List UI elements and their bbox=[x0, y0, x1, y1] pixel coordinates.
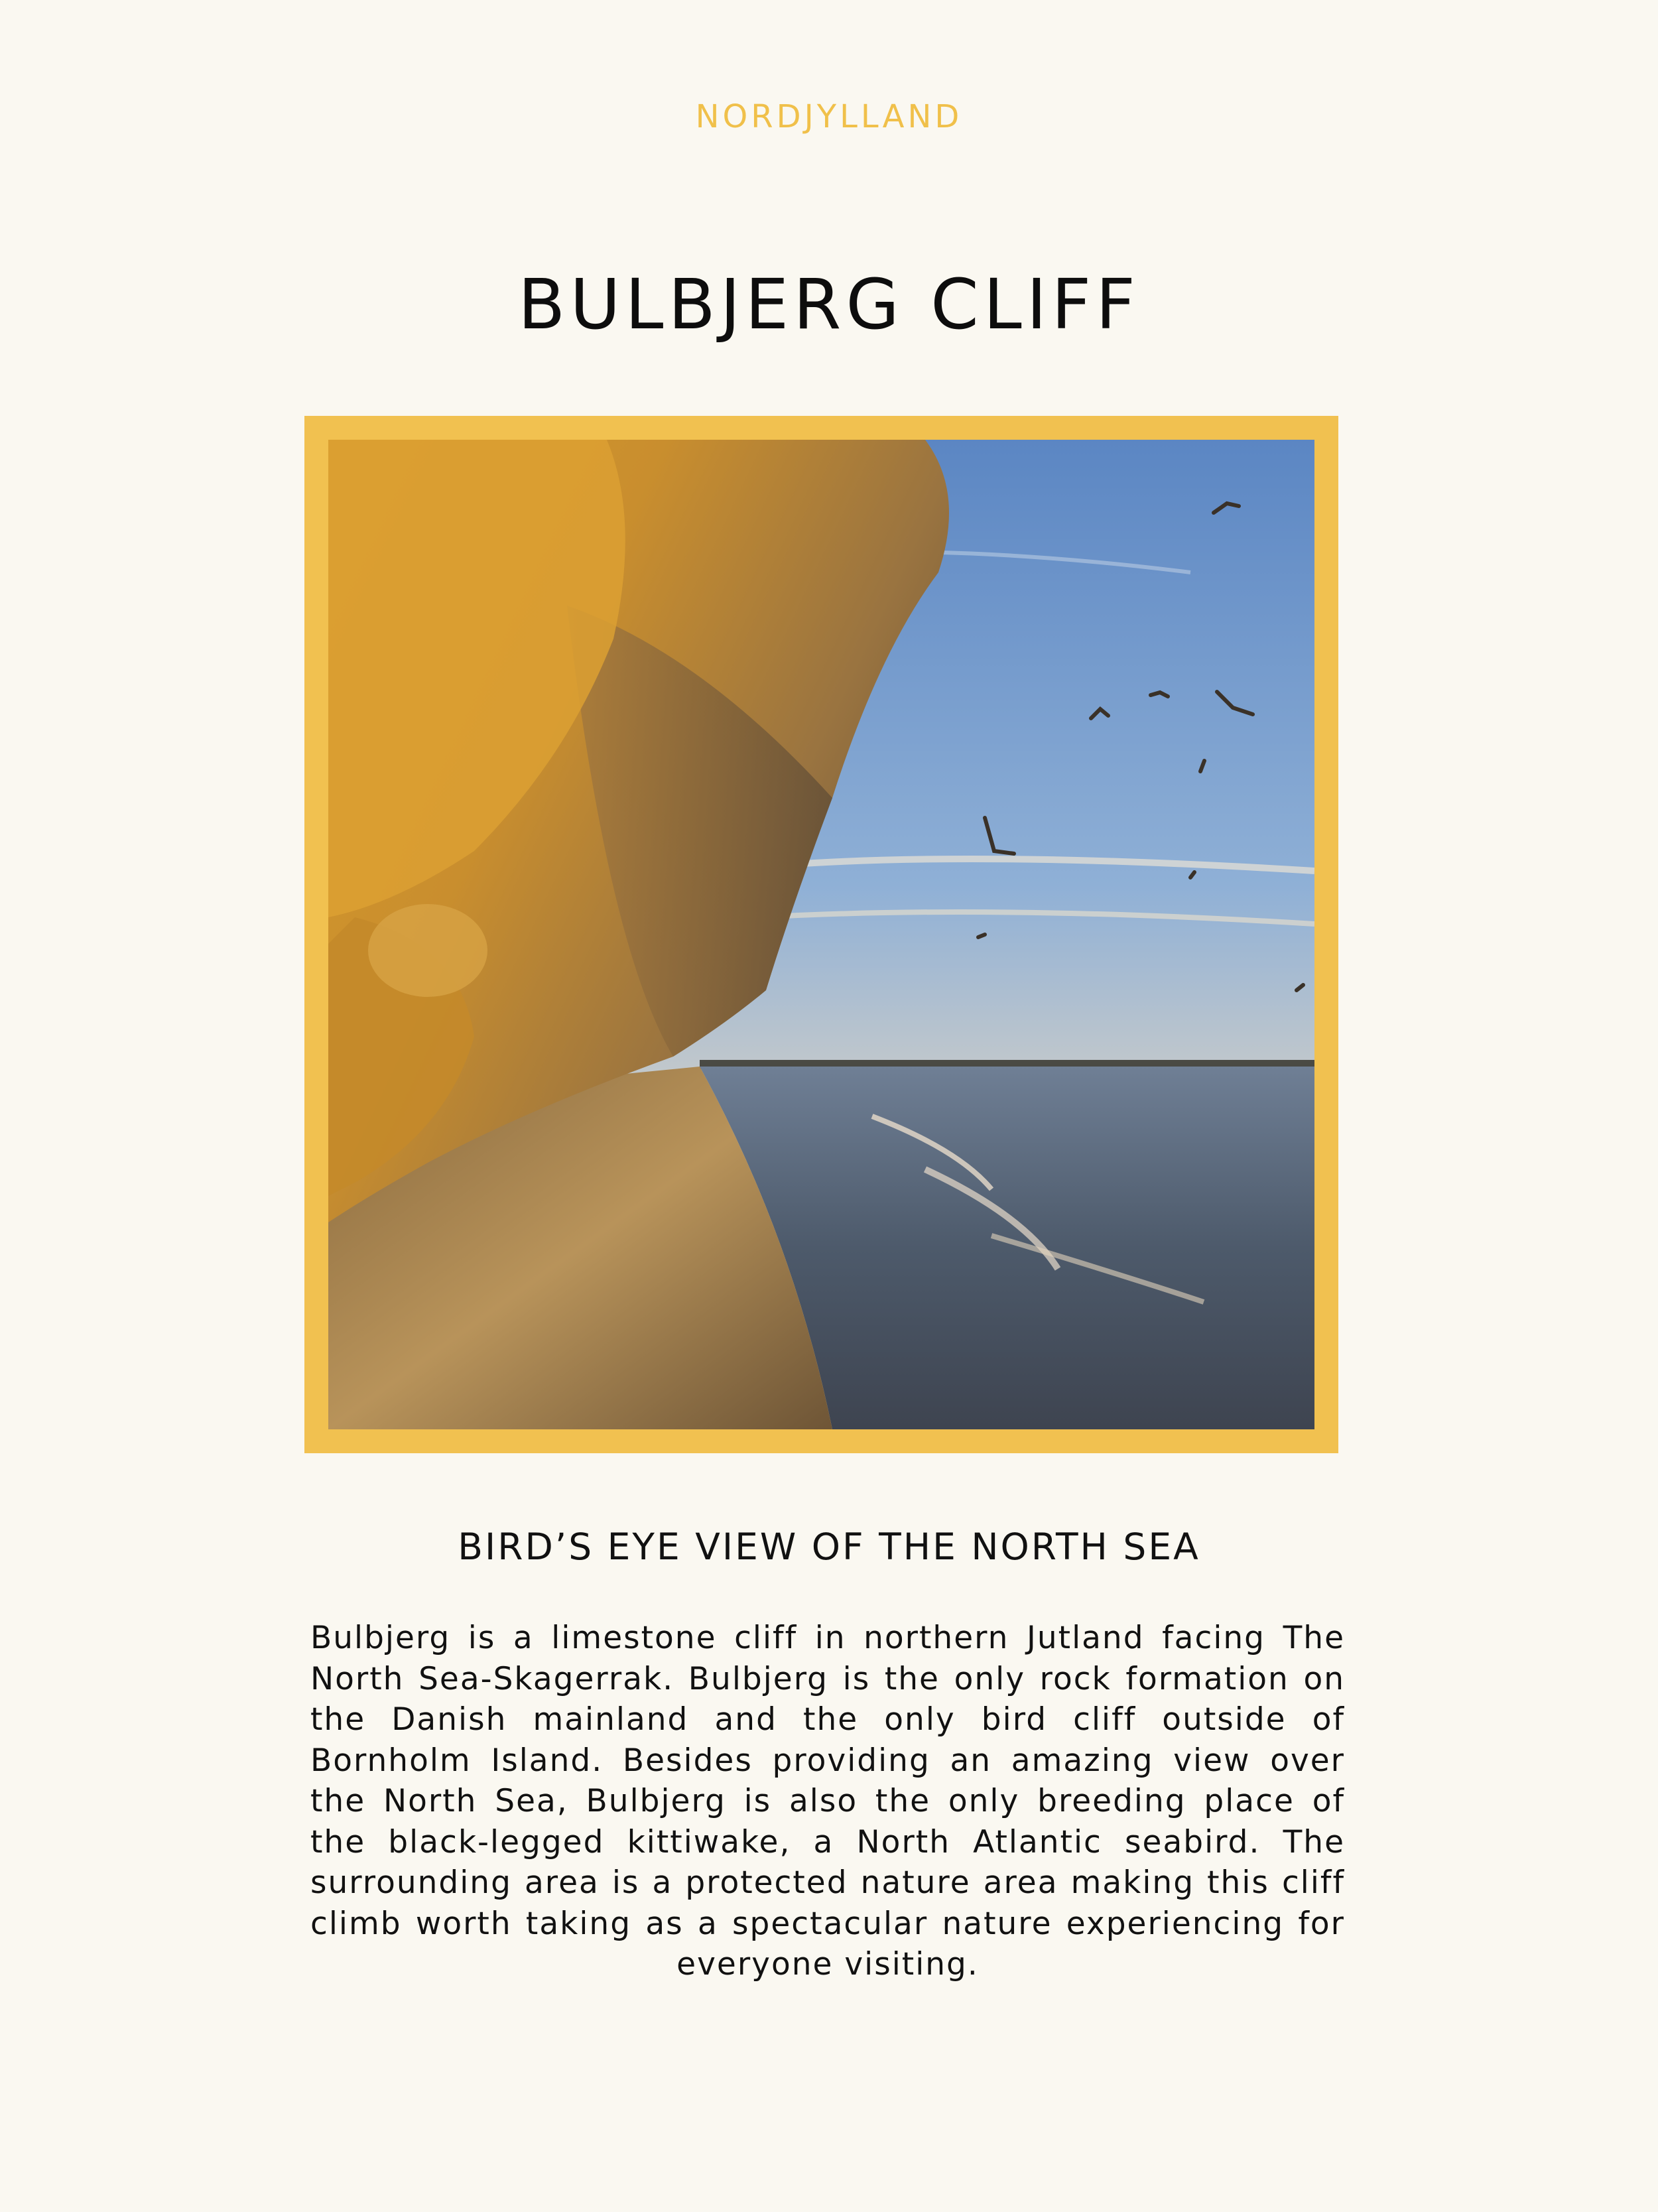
section-subheading: BIRD’S EYE VIEW OF THE NORTH SEA bbox=[458, 1526, 1200, 1568]
description-paragraph: Bulbjerg is a limestone cliff in northern Jutland facing The North Sea-Skagerrak. Bulbjerg is the only rock formation on the Danish mainland and the only bird cliff outside of Bornholm Island. Besides providing an amazing view over the North Sea, Bulbjerg is also the only breeding place of the black-legged kittiwake, a North Atlantic seabird. The surrounding area is a protected nature area making this cliff climb worth taking as a spectacular nature experiencing for everyone visiting. bbox=[310, 1620, 1345, 1983]
photo-frame bbox=[304, 416, 1338, 1453]
cliff-photo bbox=[328, 440, 1314, 1429]
region-label: NORDJYLLAND bbox=[695, 98, 963, 135]
page-title: BULBJERG CLIFF bbox=[518, 264, 1140, 345]
